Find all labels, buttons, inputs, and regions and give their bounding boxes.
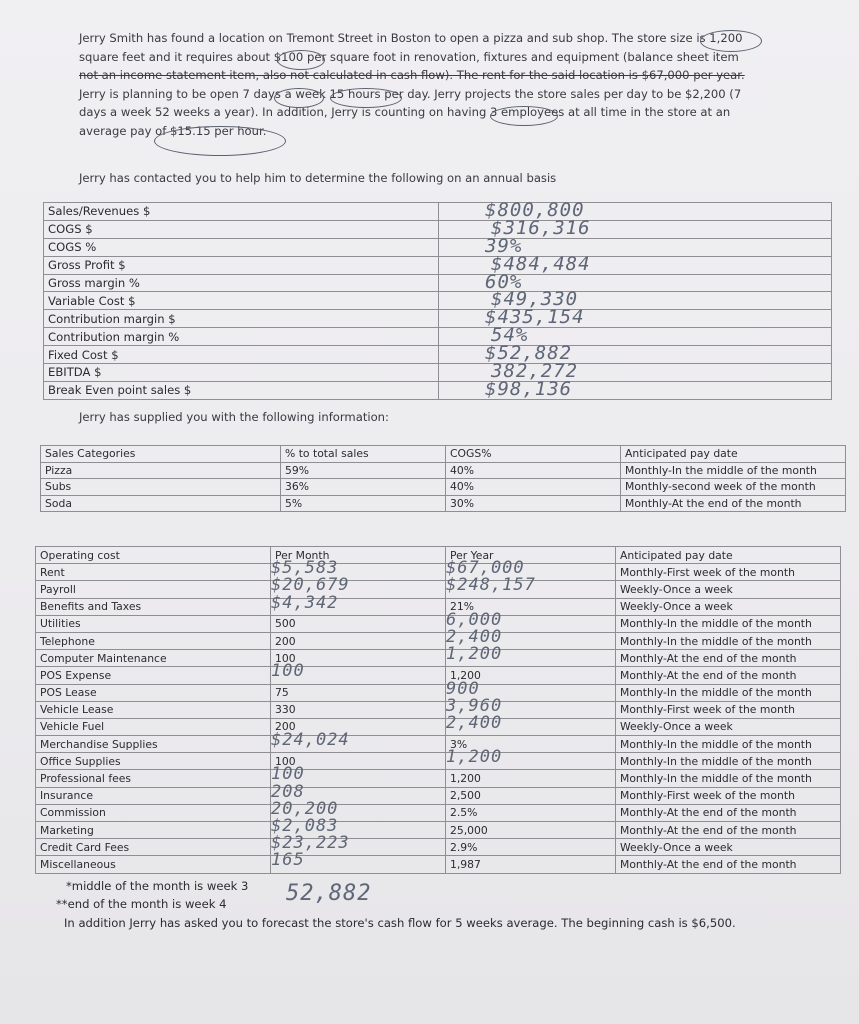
- metric-row: [44, 328, 832, 346]
- ops-row: [36, 615, 841, 632]
- ops-cell-text: 200: [275, 720, 296, 734]
- ops-row: [36, 564, 841, 581]
- ops-row: [36, 736, 841, 753]
- ops-cell: [446, 804, 616, 821]
- metric-row: [44, 238, 832, 256]
- ops-cell-text: Vehicle Lease: [40, 703, 114, 717]
- metric-row: [44, 381, 832, 399]
- ops-cell-text: Monthly-In the middle of the month: [620, 634, 812, 648]
- metric-handwritten-answer: $800,800: [485, 199, 585, 221]
- metric-label: COGS $: [44, 220, 439, 238]
- metric-handwritten-answer: $49,330: [491, 288, 579, 311]
- ops-cell-text: Merchandise Supplies: [40, 737, 158, 751]
- ops-cell-text: 500: [275, 617, 296, 631]
- ops-cell-text: 2.9%: [450, 840, 478, 854]
- metric-row: [44, 364, 832, 382]
- ops-cell: [616, 598, 841, 615]
- ops-header-cell: Per Year: [446, 547, 616, 564]
- metric-answer-cell: [439, 377, 832, 400]
- ops-row: [36, 770, 841, 787]
- ops-cell: [616, 615, 841, 632]
- ops-cell-text: POS Expense: [40, 668, 112, 682]
- sales-cell: 30%: [446, 495, 621, 512]
- ops-cell: [271, 701, 446, 718]
- ops-cell: [446, 712, 616, 735]
- ops-handwritten-month: 100: [271, 764, 305, 785]
- metric-row: [44, 292, 832, 310]
- ops-row: [36, 581, 841, 598]
- sales-cell: Subs: [41, 479, 281, 496]
- ops-cell-text: Monthly-In the middle of the month: [620, 617, 812, 631]
- ops-cell-text: Monthly-At the end of the month: [620, 668, 797, 682]
- pen-circle: [700, 30, 762, 52]
- ops-cell-text: Telephone: [40, 634, 95, 648]
- ops-handwritten-month: $20,679: [271, 575, 350, 596]
- ops-cell-text: Monthly-At the end of the month: [620, 823, 797, 837]
- paragraph-line: average pay of $15.15 per hour.: [79, 123, 267, 138]
- ops-cell: [616, 822, 841, 839]
- ops-cell-text: Monthly-In the middle of the month: [620, 686, 812, 700]
- ops-header-cell: Anticipated pay date: [616, 547, 841, 564]
- ops-cell: [36, 564, 271, 581]
- ops-handwritten-year: 1,200: [446, 644, 503, 665]
- sales-cell: 40%: [446, 462, 621, 479]
- metric-handwritten-answer: $98,136: [485, 377, 573, 400]
- ops-handwritten-year: 2,400: [446, 712, 503, 733]
- ops-cell: [616, 581, 841, 598]
- ops-cell-text: Computer Maintenance: [40, 651, 167, 665]
- ops-cell-text: 330: [275, 703, 296, 717]
- ops-cell-text: Office Supplies: [40, 754, 121, 768]
- ops-handwritten-month: $24,024: [271, 730, 350, 751]
- metric-label: Gross Profit $: [44, 256, 439, 274]
- ops-handwritten-year: 3,960: [446, 695, 503, 716]
- ops-cell-text: Monthly-First week of the month: [620, 565, 795, 579]
- ops-cell: [271, 632, 446, 649]
- ops-handwritten-month: $5,583: [271, 558, 339, 579]
- metric-row: [44, 220, 832, 238]
- ops-cell: [36, 822, 271, 839]
- supplied-text: Jerry has supplied you with the following information:: [79, 410, 389, 424]
- ops-cell: [446, 644, 616, 667]
- ops-cell-text: Monthly-First week of the month: [620, 789, 795, 803]
- ops-cell-text: Credit Card Fees: [40, 840, 130, 854]
- metric-row: [44, 310, 832, 328]
- sales-cell: Monthly-second week of the month: [621, 479, 846, 496]
- ops-handwritten-year: 900: [446, 678, 480, 699]
- ops-cell-text: 200: [275, 634, 296, 648]
- sales-cell: 59%: [281, 462, 446, 479]
- ops-cell: [616, 701, 841, 718]
- pen-circle: [274, 88, 324, 108]
- ops-cell-text: Marketing: [40, 823, 94, 837]
- metric-row: [44, 274, 832, 292]
- metric-handwritten-answer: 60%: [485, 270, 523, 293]
- intro-text: Jerry has contacted you to help him to determine the following on an annual basis: [79, 171, 557, 185]
- ops-handwritten-month: 208: [271, 781, 305, 802]
- footnote-end: **end of the month is week 4: [56, 897, 227, 911]
- ops-handwritten-year: $67,000: [446, 558, 525, 579]
- ops-cell: [446, 856, 616, 873]
- sales-header-row: [41, 446, 846, 463]
- ops-cell-text: Rent: [40, 565, 65, 579]
- ops-cell: [446, 747, 616, 770]
- metric-row: [44, 346, 832, 364]
- ops-cell-text: Weekly-Once a week: [620, 720, 733, 734]
- ops-cell-text: Weekly-Once a week: [620, 840, 733, 854]
- problem-paragraph: [79, 29, 779, 141]
- ops-cell: [36, 581, 271, 598]
- ops-cell-text: POS Lease: [40, 686, 97, 700]
- ops-cell-text: Weekly-Once a week: [620, 600, 733, 614]
- ops-cell: [271, 850, 446, 873]
- ops-row: [36, 598, 841, 615]
- ops-cell-text: 21%: [450, 600, 474, 614]
- ops-cell: [36, 667, 271, 684]
- ops-header-cell: Operating cost: [36, 547, 271, 564]
- paragraph-line: square feet and it requires about $100 per square foot in renovation, fixtures and equipment (balance sheet item: [79, 49, 739, 64]
- ops-cell-text: Professional fees: [40, 772, 132, 786]
- ops-cell: [616, 770, 841, 787]
- ops-header-cell: Per Month: [271, 547, 446, 564]
- sales-header-cell: Anticipated pay date: [621, 446, 846, 463]
- ops-cell-text: Monthly-In the middle of the month: [620, 772, 812, 786]
- ops-handwritten-month: $2,083: [271, 816, 339, 836]
- metric-handwritten-answer: 54%: [491, 324, 529, 347]
- ops-cell: [36, 753, 271, 770]
- pen-circle: [277, 50, 325, 70]
- pen-circle: [330, 88, 402, 108]
- ops-cell: [616, 684, 841, 701]
- metric-label: Contribution margin $: [44, 310, 439, 328]
- ops-cell-text: 1,200: [450, 772, 481, 786]
- ops-row: [36, 856, 841, 873]
- ops-cell: [616, 856, 841, 873]
- ops-cell-text: 1,987: [450, 857, 481, 871]
- forecast-instruction: In addition Jerry has asked you to forecast the store's cash flow for 5 weeks average. The beginning cash is $6,500.: [64, 916, 736, 930]
- metric-handwritten-answer: 39%: [485, 234, 523, 257]
- ops-cell-text: Monthly-First week of the month: [620, 703, 795, 717]
- ops-cell-text: Monthly-In the middle of the month: [620, 754, 812, 768]
- ops-cell: [616, 667, 841, 684]
- ops-handwritten-month: $4,342: [271, 592, 339, 613]
- ops-cell-text: 25,000: [450, 823, 488, 837]
- ops-handwritten-year: 6,000: [446, 609, 503, 630]
- ops-cell: [271, 615, 446, 632]
- ops-cell: [36, 598, 271, 615]
- metric-handwritten-answer: $316,316: [491, 216, 591, 239]
- ops-row: [36, 753, 841, 770]
- ops-cell-text: Monthly-At the end of the month: [620, 806, 797, 820]
- ops-cell: [616, 753, 841, 770]
- ops-cell: [36, 787, 271, 804]
- sales-categories-table: [40, 445, 846, 512]
- sales-cell: Monthly-At the end of the month: [621, 495, 846, 512]
- ops-row: [36, 718, 841, 735]
- ops-cell-text: Commission: [40, 806, 106, 820]
- metric-handwritten-answer: $52,882: [485, 342, 573, 365]
- ops-cell-text: 1,200: [450, 668, 481, 682]
- metric-handwritten-answer: 382,272: [491, 360, 579, 383]
- ops-cell: [616, 632, 841, 649]
- ops-cell: [446, 822, 616, 839]
- ops-cell: [36, 770, 271, 787]
- ops-handwritten-month: 20,200: [271, 798, 339, 819]
- ops-cell: [446, 575, 616, 598]
- ops-cell-text: Vehicle Fuel: [40, 720, 105, 734]
- ops-cell-text: 75: [275, 686, 289, 700]
- metric-label: Gross margin %: [44, 274, 439, 292]
- ops-cell: [616, 787, 841, 804]
- sales-row: [41, 462, 846, 479]
- ops-cell: [271, 592, 446, 615]
- ops-cell-text: Miscellaneous: [40, 857, 116, 871]
- ops-cell-text: 3%: [450, 737, 468, 751]
- sales-cell: Monthly-In the middle of the month: [621, 462, 846, 479]
- sales-row: [41, 495, 846, 512]
- ops-row: [36, 632, 841, 649]
- metric-handwritten-answer: $484,484: [491, 252, 591, 275]
- ops-cell-text: Utilities: [40, 617, 81, 631]
- handwritten-total: 52,882: [286, 881, 372, 906]
- ops-row: [36, 667, 841, 684]
- ops-cell: [616, 650, 841, 667]
- ops-cell: [271, 730, 446, 753]
- ops-cell-text: Weekly-Once a week: [620, 582, 733, 596]
- metric-label: EBITDA $: [44, 364, 439, 382]
- ops-cell-text: 2,500: [450, 789, 481, 803]
- ops-cell: [36, 684, 271, 701]
- pen-circle: [154, 126, 286, 156]
- ops-cell-text: Monthly-At the end of the month: [620, 857, 797, 871]
- paragraph-line: Jerry Smith has found a location on Tremont Street in Boston to open a pizza and sub shop. The store size is 1,200: [79, 31, 743, 45]
- ops-row: [36, 822, 841, 839]
- metric-label: Variable Cost $: [44, 292, 439, 310]
- metric-label: Break Even point sales $: [44, 381, 439, 399]
- sales-cell: 5%: [281, 495, 446, 512]
- ops-handwritten-year: 1,200: [446, 747, 503, 768]
- ops-row: [36, 787, 841, 804]
- ops-row: [36, 804, 841, 821]
- sales-header-cell: COGS%: [446, 446, 621, 463]
- metric-label: COGS %: [44, 238, 439, 256]
- metric-label: Contribution margin %: [44, 328, 439, 346]
- ops-cell-text: Benefits and Taxes: [40, 600, 142, 614]
- ops-cell: [36, 615, 271, 632]
- ops-cell: [446, 787, 616, 804]
- ops-cell: [36, 804, 271, 821]
- ops-cell: [616, 736, 841, 753]
- operating-cost-table: [35, 546, 841, 874]
- ops-row: [36, 839, 841, 856]
- pen-circle: [490, 106, 558, 126]
- ops-cell-text: Insurance: [40, 789, 93, 803]
- sales-cell: Soda: [41, 495, 281, 512]
- ops-handwritten-month: $23,223: [271, 833, 350, 854]
- metric-row: [44, 203, 832, 221]
- ops-cell: [36, 839, 271, 856]
- sales-header-cell: Sales Categories: [41, 446, 281, 463]
- ops-header-row: [36, 547, 841, 564]
- sales-row: [41, 479, 846, 496]
- ops-cell: [446, 770, 616, 787]
- ops-cell: [271, 661, 446, 684]
- ops-cell-text: Payroll: [40, 582, 76, 596]
- metric-row: [44, 256, 832, 274]
- ops-cell: [616, 564, 841, 581]
- sales-cell: Pizza: [41, 462, 281, 479]
- ops-row: [36, 650, 841, 667]
- ops-handwritten-year: 2,400: [446, 626, 503, 647]
- metric-label: Sales/Revenues $: [44, 203, 439, 221]
- ops-cell: [616, 839, 841, 856]
- ops-cell: [271, 684, 446, 701]
- ops-cell: [36, 650, 271, 667]
- ops-cell: [36, 718, 271, 735]
- ops-cell-text: 100: [275, 754, 296, 768]
- footnote-middle: *middle of the month is week 3: [66, 879, 249, 893]
- metric-label: Fixed Cost $: [44, 346, 439, 364]
- ops-cell: [36, 701, 271, 718]
- ops-handwritten-month: 165: [271, 850, 305, 871]
- ops-cell-text: Monthly-At the end of the month: [620, 651, 797, 665]
- sales-cell: 36%: [281, 479, 446, 496]
- paragraph-line: Jerry is planning to be open 7 days a week 15 hours per day. Jerry projects the store sales per day to be $2,200 (7: [79, 86, 742, 101]
- sales-cell: 40%: [446, 479, 621, 496]
- sales-header-cell: % to total sales: [281, 446, 446, 463]
- paragraph-line: days a week 52 weeks a year). In addition, Jerry is counting on having 3 employees at all time in the store at an: [79, 105, 731, 120]
- ops-cell: [446, 839, 616, 856]
- ops-handwritten-year: $248,157: [446, 575, 536, 596]
- ops-cell: [36, 632, 271, 649]
- ops-cell: [36, 736, 271, 753]
- ops-cell: [616, 718, 841, 735]
- ops-cell-text: 100: [275, 651, 296, 665]
- ops-row: [36, 701, 841, 718]
- ops-cell: [36, 856, 271, 873]
- annual-metrics-table: [43, 199, 832, 400]
- ops-handwritten-month: 100: [271, 661, 305, 682]
- ops-cell-text: Monthly-In the middle of the month: [620, 737, 812, 751]
- ops-cell-text: 2.5%: [450, 806, 478, 820]
- ops-cell: [616, 804, 841, 821]
- ops-row: [36, 684, 841, 701]
- metric-handwritten-answer: $435,154: [485, 306, 585, 329]
- paragraph-line: not an income statement item, also not calculated in cash flow). The rent for the said location is $67,000 per year.: [79, 68, 745, 83]
